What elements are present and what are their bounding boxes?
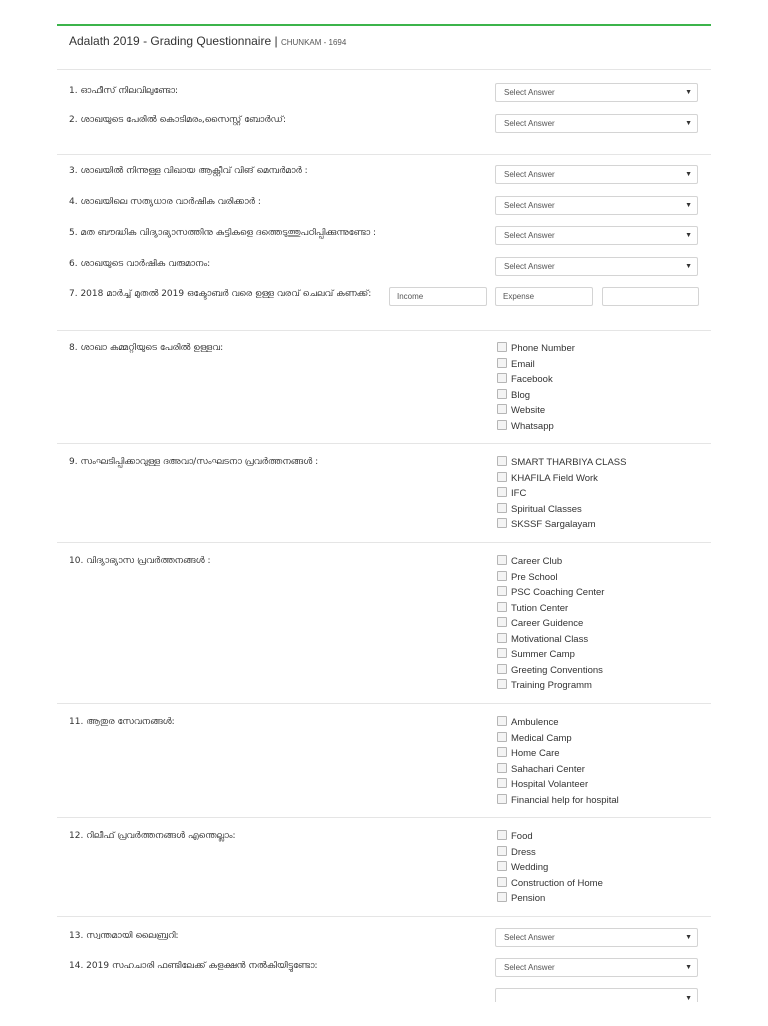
checkbox-option[interactable]: PSC Coaching Center	[497, 585, 604, 601]
checkbox[interactable]	[497, 404, 507, 414]
checkbox-option[interactable]: Sahachari Center	[497, 762, 619, 778]
question-9-options	[497, 455, 626, 533]
checkbox[interactable]	[497, 648, 507, 658]
question-8-label: 8. ശാഖാ കമ്മറ്റിയുടെ പേരിൽ ഉള്ളവ:	[69, 343, 224, 353]
checkbox-option[interactable]: Email	[497, 357, 575, 373]
question-5-select[interactable]: Select Answer ▼	[495, 226, 698, 245]
checkbox-option[interactable]: Wedding	[497, 860, 603, 876]
checkbox[interactable]	[497, 420, 507, 430]
question-13-select[interactable]: Select Answer ▼	[495, 928, 698, 947]
checkbox[interactable]	[497, 472, 507, 482]
checkbox-option[interactable]: Summer Camp	[497, 647, 604, 663]
checkbox[interactable]	[497, 679, 507, 689]
question-1-select[interactable]: Select Answer ▼	[495, 83, 698, 102]
chevron-down-icon: ▼	[685, 120, 692, 127]
checkbox-option[interactable]: Blog	[497, 388, 575, 404]
checkbox[interactable]	[497, 664, 507, 674]
checkbox-option[interactable]: Motivational Class	[497, 632, 604, 648]
checkbox[interactable]	[497, 617, 507, 627]
chevron-down-icon: ▼	[685, 934, 692, 941]
checkbox-option[interactable]: SKSSF Sargalayam	[497, 517, 626, 533]
checkbox-option[interactable]: Financial help for hospital	[497, 793, 619, 809]
question-11-options	[497, 715, 619, 808]
checkbox-option[interactable]: Medical Camp	[497, 731, 619, 747]
checkbox[interactable]	[497, 487, 507, 497]
section-divider	[57, 703, 711, 704]
question-1-label: 1. ഓഫീസ് നിലവിലുണ്ടോ:	[69, 86, 179, 96]
checkbox-option[interactable]: SMART THARBIYA CLASS	[497, 455, 626, 471]
questionnaire-panel	[57, 24, 711, 1026]
checkbox-option[interactable]: Phone Number	[497, 341, 575, 357]
balance-input[interactable]	[602, 287, 699, 306]
expense-input[interactable]: Expense	[495, 287, 593, 306]
checkbox[interactable]	[497, 846, 507, 856]
checkbox-option[interactable]: IFC	[497, 486, 626, 502]
chevron-down-icon: ▼	[685, 171, 692, 178]
checkbox-option[interactable]: Tution Center	[497, 601, 604, 617]
checkbox-option[interactable]: Greeting Conventions	[497, 663, 604, 679]
checkbox[interactable]	[497, 342, 507, 352]
checkbox-option[interactable]: Training Programm	[497, 678, 604, 694]
question-11-label: 11. ആതുര സേവനങ്ങൾ:	[69, 717, 175, 727]
checkbox[interactable]	[497, 456, 507, 466]
chevron-down-icon: ▼	[685, 202, 692, 209]
checkbox-option[interactable]: Dress	[497, 845, 603, 861]
question-15-select[interactable]	[495, 988, 698, 1002]
header-divider	[57, 69, 711, 70]
checkbox-option[interactable]: Facebook	[497, 372, 575, 388]
question-14-label: 14. 2019 സഹചാരി ഫണ്ടിലേക്ക് കളക്ഷൻ നൽകിയിട്ടുണ്ടോ:	[69, 961, 318, 971]
question-7-label: 7. 2018 മാർച്ച് മുതൽ 2019 ഒക്ടോബർ വരെ ഉള്ള വരവ് ചെലവ് കണക്ക്:	[69, 289, 372, 299]
checkbox-option[interactable]: Construction of Home	[497, 876, 603, 892]
question-4-select[interactable]: Select Answer ▼	[495, 196, 698, 215]
checkbox[interactable]	[497, 389, 507, 399]
checkbox-option[interactable]: Home Care	[497, 746, 619, 762]
branch-subtitle: CHUNKAM - 1694	[280, 38, 347, 47]
title-divider: |	[274, 34, 278, 48]
checkbox[interactable]	[497, 732, 507, 742]
checkbox[interactable]	[497, 571, 507, 581]
chevron-down-icon: ▼	[685, 232, 692, 239]
checkbox[interactable]	[497, 555, 507, 565]
checkbox[interactable]	[497, 373, 507, 383]
question-10-options	[497, 554, 604, 694]
checkbox-option[interactable]: Whatsapp	[497, 419, 575, 435]
question-3-label: 3. ശാഖയിൽ നിന്നുള്ള വിഖായ ആക്റ്റീവ് വിങ് മെമ്പർമാർ :	[69, 166, 308, 176]
question-8-options	[497, 341, 575, 434]
checkbox[interactable]	[497, 892, 507, 902]
question-13-label: 13. സ്വന്തമായി ലൈബ്രറി:	[69, 931, 179, 941]
checkbox-option[interactable]: Pension	[497, 891, 603, 907]
chevron-down-icon: ▼	[685, 964, 692, 971]
question-9-label: 9. സംഘടിപ്പിക്കാവുള്ള ദഅവാ/സംഘടനാ പ്രവർത്തനങ്ങൾ :	[69, 457, 319, 467]
question-14-select[interactable]: Select Answer ▼	[495, 958, 698, 977]
checkbox[interactable]	[497, 830, 507, 840]
section-divider	[57, 330, 711, 331]
checkbox[interactable]	[497, 877, 507, 887]
question-2-label: 2. ശാഖയുടെ പേരിൽ കൊടിമരം,സൈസ്റ്റ് ബോർഡ്:	[69, 115, 287, 125]
chevron-down-icon: ▼	[685, 263, 692, 270]
checkbox[interactable]	[497, 716, 507, 726]
section-divider	[57, 443, 711, 444]
question-5-label: 5. മത ബൗദ്ധിക വിദ്യാഭ്യാസത്തിനു കുട്ടികളെ ദത്തെടുത്തുപഠിപ്പിക്കുന്നുണ്ടോ :	[69, 228, 377, 238]
chevron-down-icon: ▼	[685, 995, 692, 1002]
checkbox-option[interactable]: Spiritual Classes	[497, 502, 626, 518]
checkbox[interactable]	[497, 778, 507, 788]
page-title: Adalath 2019 - Grading Questionnaire	[69, 34, 272, 48]
question-10-label: 10. വിദ്യാഭ്യാസ പ്രവർത്തനങ്ങൾ :	[69, 556, 211, 566]
checkbox[interactable]	[497, 763, 507, 773]
checkbox[interactable]	[497, 503, 507, 513]
section-divider	[57, 817, 711, 818]
checkbox-option[interactable]: Career Guidence	[497, 616, 604, 632]
section-divider	[57, 542, 711, 543]
checkbox[interactable]	[497, 518, 507, 528]
checkbox[interactable]	[497, 747, 507, 757]
checkbox-option[interactable]: Career Club	[497, 554, 604, 570]
checkbox-option[interactable]: KHAFILA Field Work	[497, 471, 626, 487]
question-4-label: 4. ശാഖയിലെ സത്യധാര വാർഷിക വരിക്കാർ :	[69, 197, 261, 207]
page-header	[69, 34, 346, 48]
checkbox[interactable]	[497, 861, 507, 871]
question-6-select[interactable]: Select Answer ▼	[495, 257, 698, 276]
section-divider	[57, 916, 711, 917]
question-12-options	[497, 829, 603, 907]
checkbox[interactable]	[497, 794, 507, 804]
checkbox[interactable]	[497, 633, 507, 643]
checkbox[interactable]	[497, 602, 507, 612]
checkbox-option[interactable]: Website	[497, 403, 575, 419]
question-3-select[interactable]: Select Answer ▼	[495, 165, 698, 184]
checkbox-option[interactable]: Pre School	[497, 570, 604, 586]
question-12-label: 12. റിലീഫ് പ്രവർത്തനങ്ങൾ എന്തെല്ലാം:	[69, 831, 236, 841]
question-2-select[interactable]: Select Answer ▼	[495, 114, 698, 133]
section-divider	[57, 154, 711, 155]
income-input[interactable]: Income	[389, 287, 487, 306]
chevron-down-icon: ▼	[685, 89, 692, 96]
checkbox[interactable]	[497, 586, 507, 596]
question-6-label: 6. ശാഖയുടെ വാർഷിക വരുമാനം:	[69, 259, 211, 269]
checkbox-option[interactable]: Food	[497, 829, 603, 845]
checkbox-option[interactable]: Hospital Volanteer	[497, 777, 619, 793]
checkbox-option[interactable]: Ambulence	[497, 715, 619, 731]
checkbox[interactable]	[497, 358, 507, 368]
